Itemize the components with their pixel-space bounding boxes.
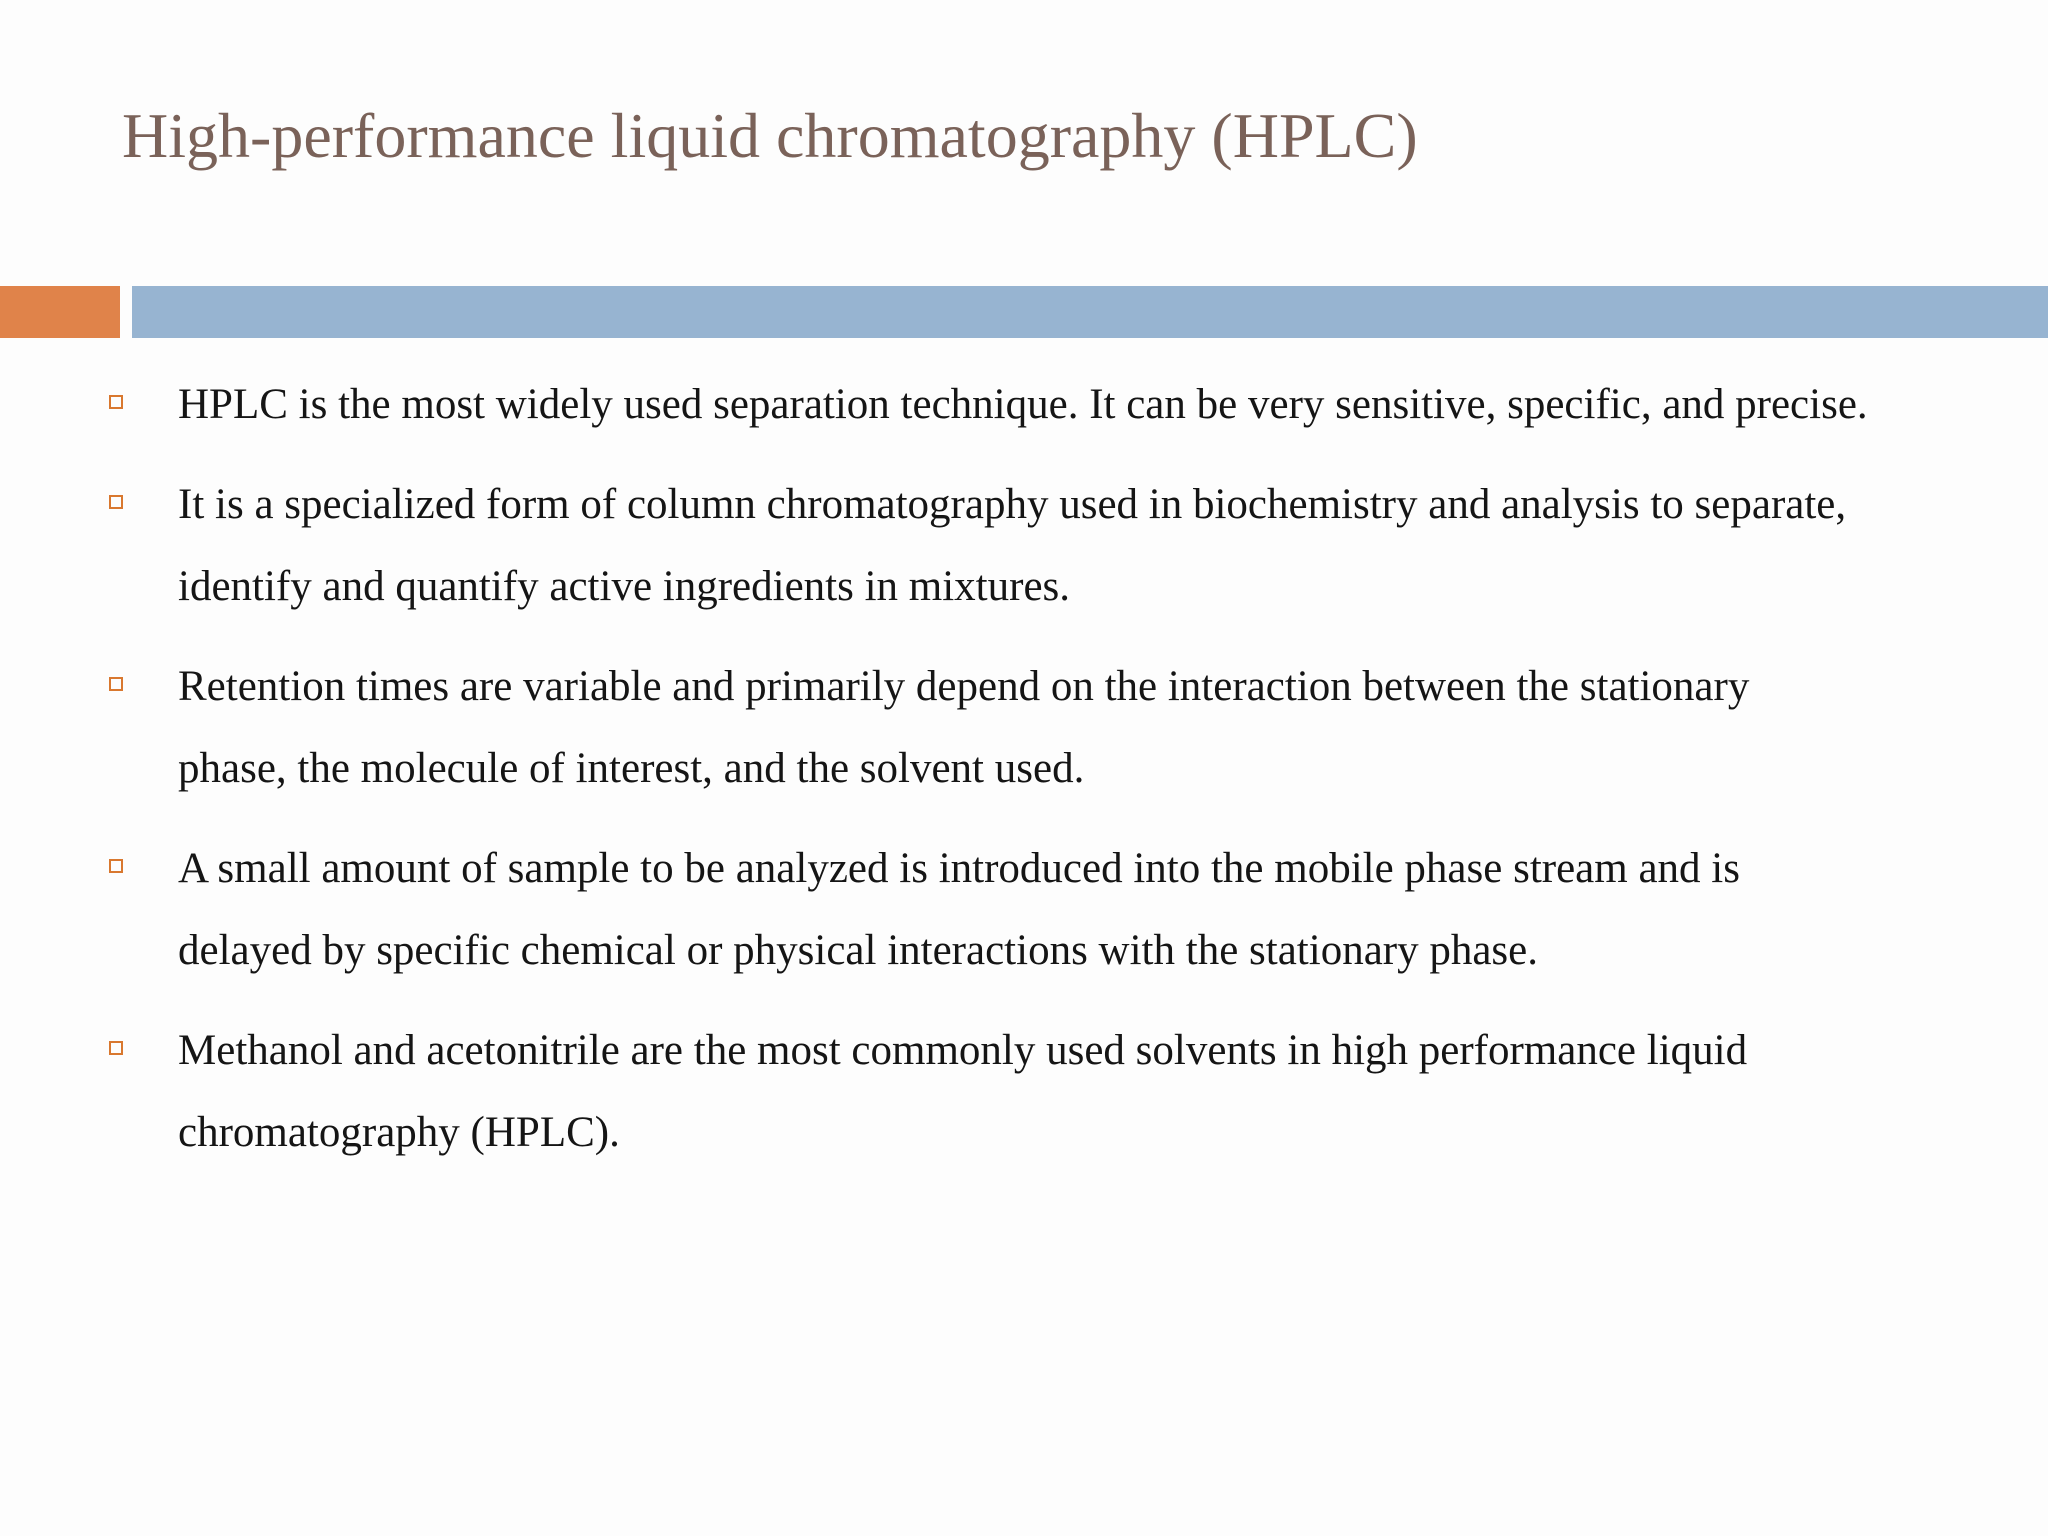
bullet-text: It is a specialized form of column chromatography used in biochemistry and analysis to separate, identify and quantify active ingredients in mixtures. bbox=[178, 481, 1847, 610]
slide-title: High-performance liquid chromatography (HPLC) bbox=[122, 100, 1418, 171]
accent-bar-blue bbox=[132, 286, 2048, 338]
square-bullet-icon bbox=[109, 677, 123, 691]
bullet-item bbox=[0, 646, 2048, 810]
bullet-text: Retention times are variable and primarily depend on the interaction between the stationary phase, the molecule of interest, and the solvent used. bbox=[178, 663, 1750, 792]
square-bullet-icon bbox=[109, 395, 123, 409]
square-bullet-icon bbox=[109, 1041, 123, 1055]
bullet-item bbox=[0, 364, 2048, 446]
bullet-text: HPLC is the most widely used separation technique. It can be very sensitive, specific, and precise. bbox=[178, 381, 1868, 428]
bullet-list bbox=[0, 364, 2048, 1192]
square-bullet-icon bbox=[109, 495, 123, 509]
accent-bar-orange bbox=[0, 286, 120, 338]
bullet-item bbox=[0, 828, 2048, 992]
square-bullet-icon bbox=[109, 859, 123, 873]
bullet-text: A small amount of sample to be analyzed is introduced into the mobile phase stream and is delayed by specific chemical or physical interactions with the stationary phase. bbox=[178, 845, 1740, 974]
bullet-item bbox=[0, 1010, 2048, 1174]
bullet-text: Methanol and acetonitrile are the most commonly used solvents in high performance liquid chromatography (HPLC). bbox=[178, 1027, 1748, 1156]
bullet-item bbox=[0, 464, 2048, 628]
